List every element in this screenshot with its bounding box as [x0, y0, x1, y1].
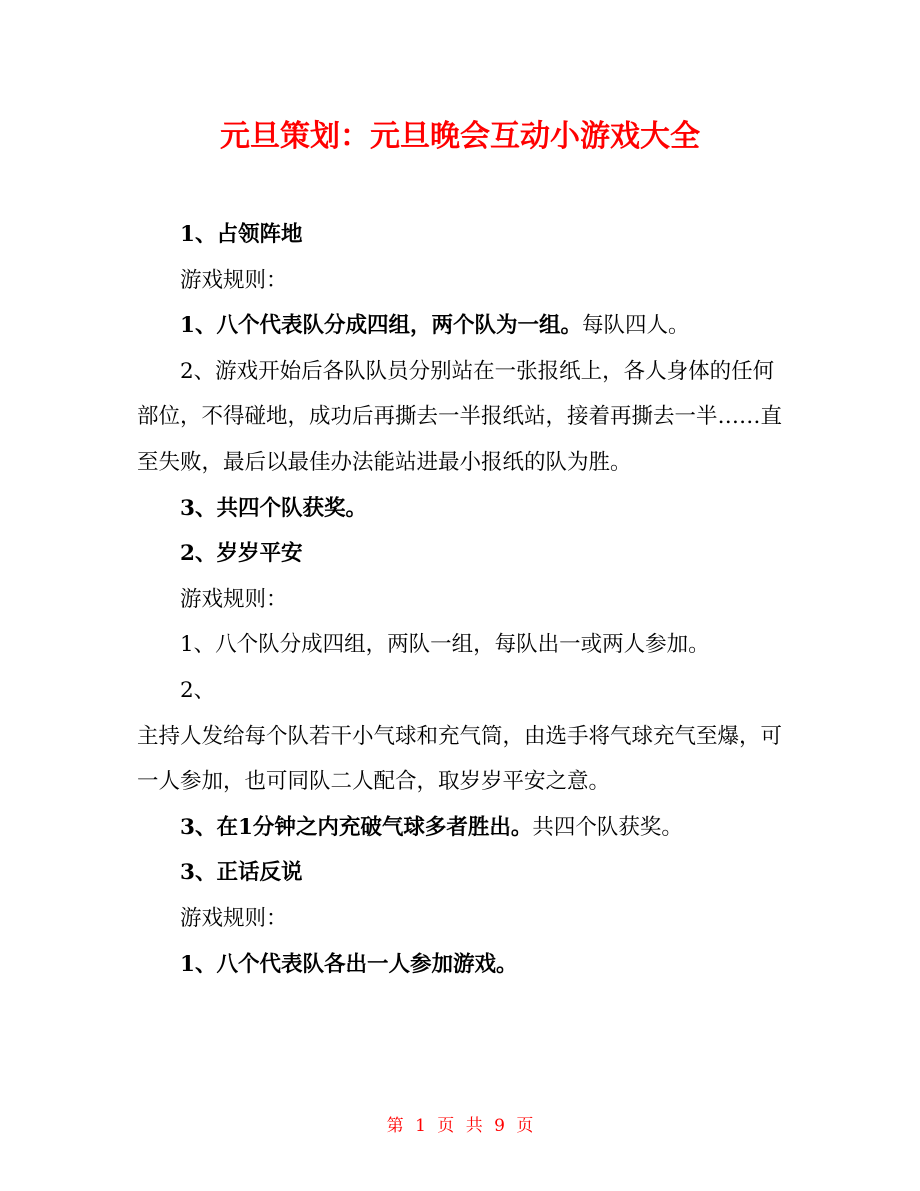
game1-rule1	[137, 303, 787, 349]
game3-heading: 3、正话反说	[180, 860, 303, 886]
game2-rule3-bold: 3、在1分钟之内充破气球多者胜出。	[180, 814, 533, 840]
game1-rule3: 3、共四个队获奖。	[180, 495, 367, 521]
game2-rule1: 1、八个队分成四组，两队一组，每队出一或两人参加。	[180, 632, 710, 658]
game3-rules-label: 游戏规则：	[180, 905, 288, 931]
game2-rule2-text: 主持人发给每个队若干小气球和充气筒，由选手将气球充气至爆，可一人参加，也可同队二人配合，取岁岁平安之意。	[137, 723, 783, 795]
page-footer: 第 1 页 共 9 页	[386, 1116, 534, 1136]
game1-heading: 1、占领阵地	[180, 222, 303, 247]
game2-rule3-rest: 共四个队获奖。	[532, 814, 683, 840]
game1-rule1-bold: 1、八个代表队分成四组，两个队为一组。	[180, 313, 582, 339]
game2-heading: 2、岁岁平安	[180, 541, 303, 567]
game2-rules-label: 游戏规则：	[180, 586, 288, 612]
game1-rule2: 2、游戏开始后各队队员分别站在一张报纸上，各人身体的任何部位，不得碰地，成功后再撕去一半报纸站，接着再撕去一半……直至失败，最后以最佳办法能站进最小报纸的队为胜。	[137, 358, 783, 475]
document-body	[137, 212, 787, 987]
game2-rule3	[137, 805, 787, 851]
document-title: 元旦策划：元旦晚会互动小游戏大全	[220, 119, 700, 154]
game1-rules-label: 游戏规则：	[180, 267, 288, 293]
game3-rule1: 1、八个代表队各出一人参加游戏。	[180, 951, 518, 977]
game2-rule2-number: 2、	[180, 677, 216, 703]
game1-rule1-rest: 每队四人。	[581, 313, 690, 339]
